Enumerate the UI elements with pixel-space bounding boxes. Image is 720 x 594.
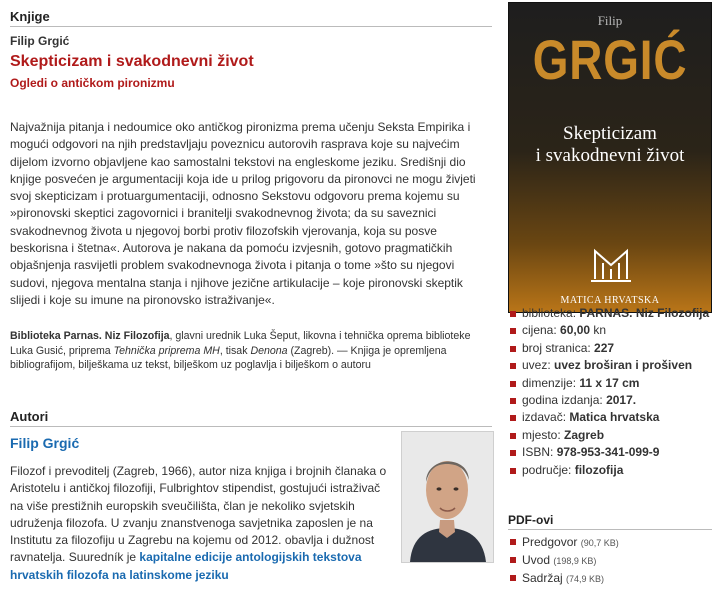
biblio-text-1: , glavni urednik Luka Šeput, likovna i tehnička oprema biblioteke Luka Gusić, priprema — [10, 330, 471, 357]
detail-mjesto — [508, 427, 709, 444]
pdf-size: (90,7 KB) — [580, 538, 619, 548]
bullet-icon — [510, 415, 516, 421]
detail-label: mjesto: — [522, 427, 561, 442]
pdf-item-predgovor[interactable] — [508, 533, 619, 551]
bullet-icon — [510, 381, 516, 387]
bibliographic-note — [10, 329, 488, 373]
detail-value[interactable]: filozofija — [574, 462, 624, 477]
pdf-item-uvod[interactable] — [508, 551, 619, 569]
detail-label: dimenzije: — [522, 375, 577, 390]
book-details-list — [508, 305, 709, 479]
detail-value: Matica hrvatska — [569, 410, 660, 425]
detail-izdavac — [508, 409, 709, 426]
cover-title-line-2: i svakodnevni život — [535, 145, 685, 166]
bullet-icon — [510, 557, 516, 563]
detail-uvez — [508, 357, 709, 374]
pdf-size: (198,9 KB) — [553, 556, 597, 566]
cover-publisher: MATICA HRVATSKA — [560, 295, 660, 306]
book-cover[interactable] — [508, 2, 712, 313]
author-bio-text: Filozof i prevoditelj (Zagreb, 1966), autor niza knjiga i brojnih članaka o Aristotelu i antičkoj filozofiji, Fulbrightov stipendist, gostujući istraživač na više prestižnih europskih sveučilišta, član je nekoliko svjetskih udruženja filozofa. U zvanju znanstvenoga savjetnika zaposlen je na Institutu za filozofiju u Zagrebu na kojemu od 2012. obavlja i dužnost ravnatelja. Suuredník je — [10, 464, 387, 565]
detail-value: 60,00 — [560, 323, 591, 338]
detail-suffix: kn — [590, 323, 607, 338]
book-title: Skepticizam i svakodnevni život — [10, 53, 254, 70]
books-section-heading: Knjige — [10, 9, 492, 27]
bullet-icon — [510, 575, 516, 581]
detail-broj-stranica — [508, 340, 709, 357]
bullet-icon — [510, 450, 516, 456]
bullet-icon — [510, 311, 516, 317]
author-portrait-icon — [402, 432, 493, 562]
detail-value: 11 x 17 cm — [579, 375, 640, 390]
bullet-icon — [510, 468, 516, 474]
bullet-icon — [510, 363, 516, 369]
biblio-prep: Tehnička priprema MH — [113, 344, 220, 357]
detail-label: godina izdanja: — [522, 392, 603, 407]
detail-value: 2017. — [606, 392, 637, 407]
biblio-series[interactable]: Biblioteka Parnas. Niz Filozofija — [10, 330, 170, 342]
cover-title-line-1: Skepticizam — [563, 123, 657, 144]
detail-label: cijena: — [522, 323, 557, 338]
detail-label: biblioteka: — [522, 306, 577, 320]
biblio-text-2: , tisak — [219, 344, 251, 357]
detail-godina-izdanja — [508, 392, 709, 409]
book-subtitle: Ogledi o antičkom pironizmu — [10, 76, 175, 90]
bullet-icon — [510, 346, 516, 352]
detail-label: izdavač: — [522, 410, 567, 425]
detail-podrucje — [508, 462, 709, 479]
pdf-item-sadrzaj[interactable] — [508, 569, 619, 587]
author-photo — [401, 431, 494, 563]
pdf-section-heading: PDF-ovi — [508, 513, 712, 530]
cover-author-first: Filip — [597, 13, 623, 28]
matica-hrvatska-logo-icon — [589, 241, 633, 285]
detail-label: područje: — [522, 462, 572, 477]
pdf-size: (74,9 KB) — [566, 574, 605, 584]
edition-link[interactable]: kapitalne edicije antologijskih tekstova hrvatskih filozofa na latinskome jeziku — [10, 550, 362, 582]
biblio-printer: Denona — [250, 344, 288, 357]
detail-value: Zagreb — [564, 427, 605, 442]
authors-section-heading: Autori — [10, 409, 492, 427]
detail-label: broj stranica: — [522, 340, 591, 355]
detail-dimenzije — [508, 375, 709, 392]
bullet-icon — [510, 398, 516, 404]
detail-value: 227 — [594, 340, 615, 355]
pdf-label[interactable]: Uvod — [522, 553, 551, 567]
book-author[interactable]: Filip Grgić — [10, 34, 70, 48]
author-name-link[interactable]: Filip Grgić — [10, 435, 80, 451]
detail-cijena — [508, 322, 709, 339]
detail-value[interactable]: PARNAS. Niz Filozofija — [579, 306, 710, 320]
pdf-list — [508, 533, 619, 587]
bullet-icon — [510, 433, 516, 439]
bullet-icon — [510, 539, 516, 545]
author-bio — [10, 463, 388, 584]
bullet-icon — [510, 328, 516, 334]
pdf-label[interactable]: Sadržaj — [522, 571, 563, 585]
detail-isbn — [508, 444, 709, 461]
pdf-label[interactable]: Predgovor — [522, 535, 578, 549]
detail-value: uvez broširan i prošiven — [554, 358, 693, 373]
detail-label: uvez: — [522, 358, 551, 373]
detail-value: 978-953-341-099-9 — [556, 445, 660, 460]
book-description: Najvažnija pitanja i nedoumice oko antičkog pironizma prema učenju Seksta Empirika i mogući odgovori na njih predstavljaju poveznicu autorovih rasprava koje su najvećim dijelom izvorno objavljene kao samostalni tekstovi na engleskome jeziku. Središnji dio knjige posvećen je argumentaciji koja ide u prilog prigovoru da pironovci ne mogu živjeti svoj skepticizam i protuargumentaciji, odnosno Sekstovu odgovoru prema kojemu su »pironovski skeptici zagovornici i branitelji svakodnevnog života; da su saveznici svakodnevnog života u njegovoj borbi protiv filozofskih vjerovanja, koja su posve beskorisna i štetna«. Autorova je nakana da pomoću izvjesnih, gotovo pragmatičkih objašnjenja rasvijetli problem svakodnevnoga života i pitanja o tome »što su njegovi sudovi, njegova mentalna stanja i njihove jezične artikulacije – koje pironovski skeptik slijedi i koje su imune na pironovsko istraživanje«. — [10, 120, 476, 307]
cover-author-last: GRGIĆ — [532, 28, 688, 91]
detail-label: ISBN: — [522, 445, 554, 460]
detail-biblioteka — [508, 305, 709, 322]
biblio-text-3: (Zagreb). — Knjiga je opremljena bibliografijom, bilješkama uz tekst, bilješkom uz poglavlja i bilješkom o autoru — [10, 344, 447, 372]
